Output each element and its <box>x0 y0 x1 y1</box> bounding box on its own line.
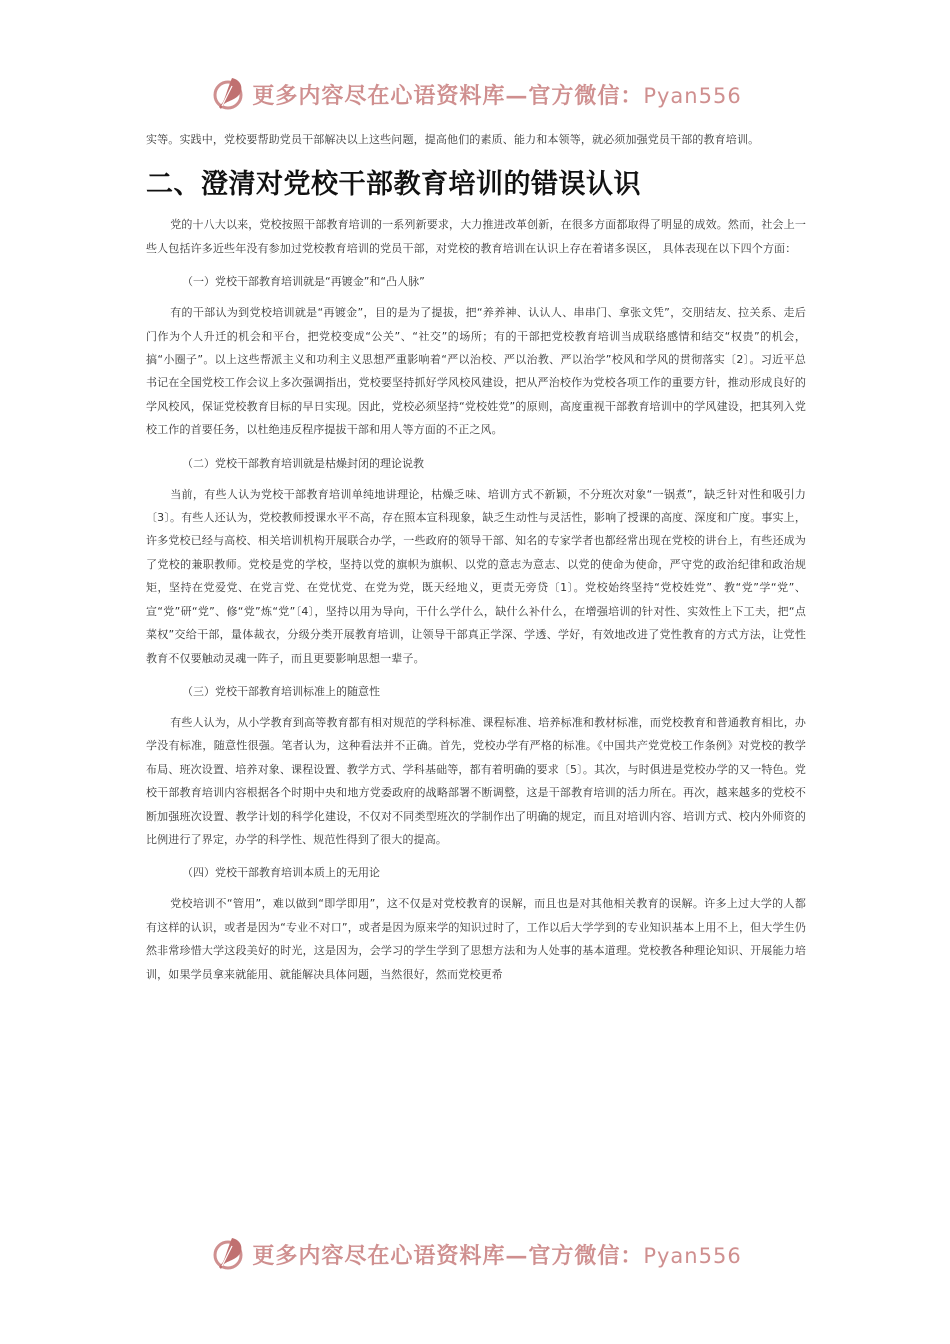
watermark-text: 更多内容尽在心语资料库—官方微信：Pyan556 <box>252 1242 742 1269</box>
feather-pen-logo-icon <box>208 1234 248 1274</box>
intro-paragraph: 实等。实践中，党校要帮助党员干部解决以上这些问题，提高他们的素质、能力和本领等，就必须加强党员干部的教育培训。 <box>146 133 760 146</box>
feather-pen-logo-icon <box>208 74 248 114</box>
subsection-body-1: 有的干部认为到党校培训就是“再镀金”，目的是为了提拔，把“养养神、认认人、串串门、拿张文凭”，交朋结友、拉关系、走后门作为个人升迁的机会和平台，把党校变成“公关”、“社交”的场所；有的干部把党校教育培训当成联络感情和结交“权贵”的机会，搞“小圈子”。以上这些帮派主义和功利主义思想严重影响着“严以治校、严以治教、严以治学”校风和学风的贯彻落实〔2〕。习近平总书记在全国党校工作会议上多次强调指出，党校要坚持抓好学风校风建设，把从严治校作为党校各项工作的重要方针，推动形成良好的学风校风，保证党校教育目标的早日实现。因此，党校必须坚持“党校姓党”的原则，高度重视干部教育培训中的学风建设，把其列入党校工作的首要任务，以杜绝违反程序提拔干部和用人等方面的不正之风。 <box>146 306 806 437</box>
subsection-title-2: （二）党校干部教育培训就是枯燥封闭的理论说教 <box>182 456 424 470</box>
watermark-header <box>0 74 950 114</box>
subsection-body-3: 有些人认为，从小学教育到高等教育都有相对规范的学科标准、课程标准、培养标准和教材标准，而党校教育和普通教育相比，办学没有标准，随意性很强。笔者认为，这种看法并不正确。首先，党校办学有严格的标准。《中国共产党党校工作条例》对党校的教学布局、班次设置、培养对象、课程设置、教学方式、学科基础等，都有着明确的要求〔5〕。其次，与时俱进是党校办学的又一特色。党校干部教育培训内容根据各个时期中央和地方党委政府的战略部署不断调整，这是干部教育培训的活力所在。再次，越来越多的党校不断加强班次设置、教学计划的科学化建设，不仅对不同类型班次的学制作出了明确的规定，而且对培训内容、培训方式、校内外师资的比例进行了界定，办学的科学性、规范性得到了很大的提高。 <box>146 715 806 846</box>
subsection-title-4: （四）党校干部教育培训本质上的无用论 <box>182 866 380 880</box>
watermark-text: 更多内容尽在心语资料库—官方微信：Pyan556 <box>252 82 742 109</box>
subsection-title-1: （一）党校干部教育培训就是“再镀金”和“凸人脉” <box>182 275 425 289</box>
subsection-title-3: （三）党校干部教育培训标准上的随意性 <box>182 684 380 698</box>
document-body <box>146 128 806 986</box>
subsection-body-2: 当前，有些人认为党校干部教育培训单纯地讲理论，枯燥乏味、培训方式不新颖，不分班次对象“一锅煮”，缺乏针对性和吸引力〔3〕。有些人还认为，党校教师授课水平不高，存在照本宣科现象，缺乏生动性与灵活性，影响了授课的高度、深度和广度。事实上，许多党校已经与高校、相关培训机构开展联合办学，一些政府的领导干部、知名的专家学者也都经常出现在党校的讲台上，有些还成为了党校的兼职教师。党校是党的学校，坚持以党的旗帜为旗帜、以党的意志为意志、以党的使命为使命，严守党的政治纪律和政治规矩，坚持在党爱党、在党言党、在党忧党、在党为党，既天经地义，更责无旁贷〔1〕。党校始终坚持“党校姓党”、教“党”学“党”、宣“党”研“党”、修“党”炼“党”〔4〕，坚持以用为导向，干什么学什么，缺什么补什么，在增强培训的针对性、实效性上下工夫，把“点菜权”交给干部，量体裁衣，分级分类开展教育培训，让领导干部真正学深、学透、学好，有效地改进了党性教育的方式方法，让党性教育不仅要触动灵魂一阵子，而且更要影响思想一辈子。 <box>146 487 806 665</box>
watermark-footer <box>0 1234 950 1274</box>
section-heading: 二、澄清对党校干部教育培训的错误认识 <box>146 169 641 201</box>
wechat-id: Pyan556 <box>643 83 742 108</box>
section-intro-paragraph: 党的十八大以来，党校按照干部教育培训的一系列新要求，大力推进改革创新，在很多方面都取得了明显的成效。然而，社会上一些人包括许多近些年没有参加过党校教育培训的党员干部，对党校的教育培训在认识上存在着诸多误区， 具体表现在以下四个方面： <box>146 218 806 255</box>
subsection-body-4: 党校培训不“管用”，难以做到“即学即用”，这不仅是对党校教育的误解，而且也是对其他相关教育的误解。许多上过大学的人都有这样的认识，或者是因为“专业不对口”，或者是因为原来学的知识过时了，工作以后大学学到的专业知识基本上用不上，但大学生仍然非常珍惜大学这段美好的时光，这是因为，会学习的学生学到了思想方法和为人处事的基本道理。党校教各种理论知识、开展能力培训，如果学员拿来就能用、就能解决具体问题，当然很好，然而党校更希 <box>146 897 806 981</box>
wechat-id: Pyan556 <box>643 1243 742 1268</box>
